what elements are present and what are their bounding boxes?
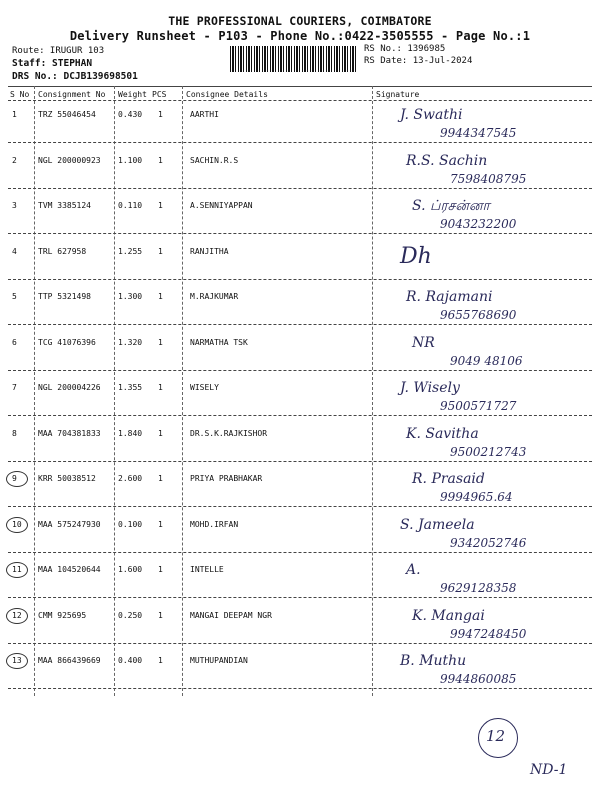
company-name: THE PROFESSIONAL COURIERS, COIMBATORE [168,14,432,28]
row-consignment-no: TCG 41076396 [38,338,96,347]
row-sno: 2 [12,156,17,165]
row-divider [8,506,592,507]
sno-circle-mark [6,653,28,669]
drs-number: DRS No.: DCJB139698501 [12,71,138,82]
col-divider [372,86,373,696]
row-pcs: 1 [158,156,163,165]
header-rule [8,100,592,101]
signature-phone: 9500212743 [450,445,527,459]
row-consignment-no: NGL 200004226 [38,383,101,392]
signature-phone: 9500571727 [440,399,517,413]
sno-circle-mark [6,608,28,624]
row-consignee: A.SENNIYAPPAN [190,201,253,210]
col-divider [182,86,183,696]
row-pcs: 1 [158,565,163,574]
signature-name: Dh [400,244,432,269]
signature-name: R.S. Sachin [406,153,488,169]
row-weight: 0.100 [118,520,143,529]
row-divider [8,643,592,644]
row-sno: 5 [12,292,17,301]
count-handwritten: 12 [486,727,506,745]
row-weight: 1.300 [118,292,143,301]
row-consignee: WISELY [190,383,219,392]
row-pcs: 1 [158,292,163,301]
row-divider [8,142,592,143]
row-consignment-no: TTP 5321498 [38,292,91,301]
row-sno: 8 [12,429,17,438]
row-consignment-no: TRZ 55046454 [38,110,96,119]
row-divider [8,370,592,371]
row-weight: 1.840 [118,429,143,438]
signature-phone: 9049 48106 [450,354,523,368]
row-sno: 9 [12,474,17,483]
row-consignee: MOHD.IRFAN [190,520,239,529]
row-sno: 13 [12,656,22,665]
row-weight: 0.250 [118,611,143,620]
signature-phone: 9994965.64 [440,490,513,504]
row-consignee: SACHIN.R.S [190,156,239,165]
runsheet-title: Delivery Runsheet - P103 - Phone No.:0422-3505555 - Page No.:1 [69,29,531,43]
row-pcs: 1 [158,656,163,665]
row-consignment-no: NGL 200000923 [38,156,101,165]
row-weight: 1.600 [118,565,143,574]
row-weight: 2.600 [118,474,143,483]
row-sno: 7 [12,383,17,392]
row-pcs: 1 [158,247,163,256]
col-sno-header: S No [10,90,30,99]
col-divider [114,86,115,696]
signature-name: S. Jameela [400,517,475,533]
row-consignee: MANGAI DEEPAM NGR [190,611,272,620]
signature-phone: 9629128358 [440,581,517,595]
col-consignment-header: Consignment No [38,90,106,99]
row-pcs: 1 [158,201,163,210]
row-divider [8,324,592,325]
nd-note: ND-1 [530,762,568,778]
row-weight: 1.320 [118,338,143,347]
row-consignment-no: TRL 627958 [38,247,87,256]
row-sno: 10 [12,520,22,529]
row-divider [8,597,592,598]
col-consignee-header: Consignee Details [186,90,268,99]
row-consignee: DR.S.K.RAJKISHOR [190,429,268,438]
row-sno: 3 [12,201,17,210]
signature-phone: 9944347545 [440,126,517,140]
row-divider [8,461,592,462]
row-sno: 11 [12,565,22,574]
row-weight: 0.110 [118,201,143,210]
table-top-rule [8,86,592,87]
signature-name: J. Wisely [400,380,460,396]
row-consignee: NARMATHA TSK [190,338,248,347]
rs-date: RS Date: 13-Jul-2024 [364,56,473,66]
signature-name: K. Mangai [412,608,485,624]
signature-phone: 7598408795 [450,172,527,186]
row-pcs: 1 [158,520,163,529]
row-consignee: PRIYA PRABHAKAR [190,474,263,483]
row-consignment-no: MAA 704381833 [38,429,101,438]
row-divider [8,552,592,553]
row-divider [8,688,592,689]
row-consignee: AARTHI [190,110,219,119]
row-divider [8,279,592,280]
signature-phone: 9947248450 [450,627,527,641]
row-weight: 0.400 [118,656,143,665]
row-pcs: 1 [158,611,163,620]
row-pcs: 1 [158,338,163,347]
row-divider [8,233,592,234]
row-pcs: 1 [158,110,163,119]
row-pcs: 1 [158,474,163,483]
signature-name: R. Rajamani [406,289,493,305]
signature-name: S. ப்ரசன்னா [412,198,490,214]
staff-label: Staff: STEPHAN [12,58,93,69]
signature-name: R. Prasaid [412,471,485,487]
row-consignee: M.RAJKUMAR [190,292,239,301]
row-weight: 1.355 [118,383,143,392]
row-consignment-no: MAA 866439669 [38,656,101,665]
row-consignee: INTELLE [190,565,224,574]
signature-name: NR [412,335,435,351]
route-label: Route: IRUGUR 103 [12,46,105,56]
signature-phone: 9043232200 [440,217,517,231]
signature-phone: 9655768690 [440,308,517,322]
row-weight: 0.430 [118,110,143,119]
col-pcs-header: PCS [152,90,167,99]
signature-name: B. Muthu [400,653,467,669]
row-consignment-no: KRR 50038512 [38,474,96,483]
row-sno: 6 [12,338,17,347]
col-weight-header: Weight [118,90,147,99]
col-divider [34,86,35,696]
row-pcs: 1 [158,429,163,438]
row-consignment-no: MAA 104520644 [38,565,101,574]
barcode-image [230,46,356,72]
row-sno: 4 [12,247,17,256]
signature-phone: 9944860085 [440,672,517,686]
signature-name: J. Swathi [400,107,463,123]
sno-circle-mark [6,517,28,533]
row-consignee: RANJITHA [190,247,229,256]
signature-name: K. Savitha [406,426,479,442]
row-weight: 1.255 [118,247,143,256]
row-pcs: 1 [158,383,163,392]
row-weight: 1.100 [118,156,143,165]
rs-number: RS No.: 1396985 [364,44,446,54]
row-divider [8,188,592,189]
row-consignment-no: MAA 575247930 [38,520,101,529]
row-consignment-no: CMM 925695 [38,611,87,620]
row-sno: 12 [12,611,22,620]
signature-phone: 9342052746 [450,536,527,550]
col-signature-header: Signature [376,90,420,99]
signature-name: A. [406,562,421,578]
row-sno: 1 [12,110,17,119]
sno-circle-mark [6,562,28,578]
row-consignee: MUTHUPANDIAN [190,656,248,665]
row-divider [8,415,592,416]
sno-circle-mark [6,471,28,487]
row-consignment-no: TVM 3385124 [38,201,91,210]
